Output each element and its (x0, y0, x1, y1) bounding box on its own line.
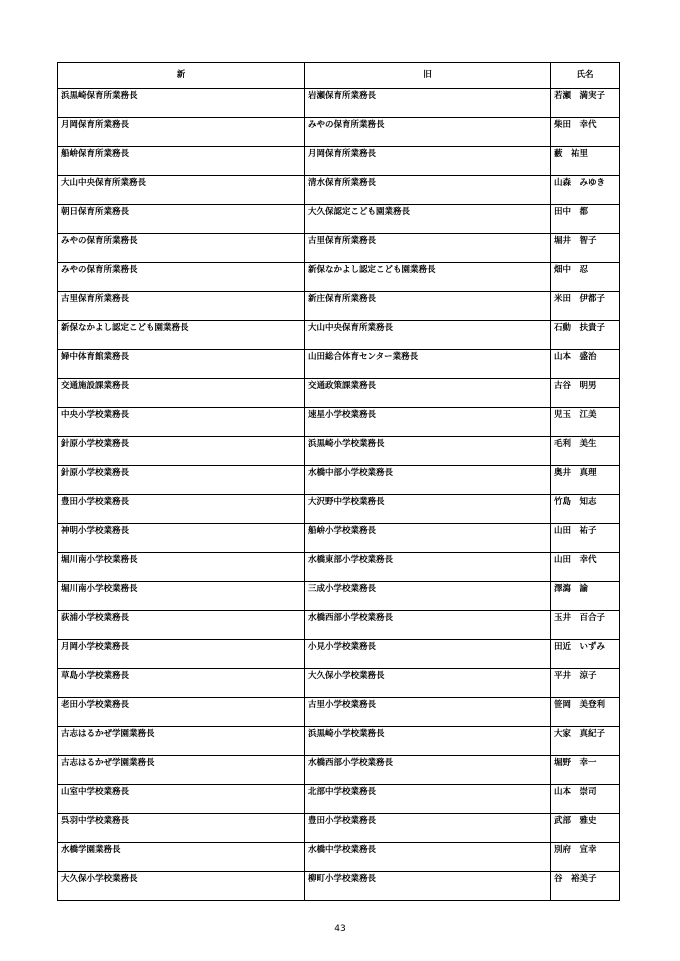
table-header-row (58, 63, 620, 89)
cell-new-position: 婦中体育館業務長 (58, 350, 305, 379)
cell-new-position: 浜黒崎保育所業務長 (58, 89, 305, 118)
table-row (58, 785, 620, 814)
cell-name: 石動 扶貴子 (551, 321, 620, 350)
table-row (58, 872, 620, 901)
table-row (58, 814, 620, 843)
cell-name: 山本 盛治 (551, 350, 620, 379)
cell-old-position: 古里保育所業務長 (305, 234, 551, 263)
cell-new-position: 月岡小学校業務長 (58, 640, 305, 669)
cell-old-position: 水橋西部小学校業務長 (305, 611, 551, 640)
cell-name: 藪 祐里 (551, 147, 620, 176)
cell-new-position: 船峅保育所業務長 (58, 147, 305, 176)
cell-new-position: 古志はるかぜ学園業務長 (58, 756, 305, 785)
cell-name: 玉井 百合子 (551, 611, 620, 640)
cell-old-position: 大久保小学校業務長 (305, 669, 551, 698)
table-row (58, 118, 620, 147)
cell-name: 山本 崇司 (551, 785, 620, 814)
table-row (58, 292, 620, 321)
cell-name: 古谷 明男 (551, 379, 620, 408)
table-row (58, 524, 620, 553)
table-row (58, 234, 620, 263)
cell-old-position: 新保なかよし認定こども園業務長 (305, 263, 551, 292)
cell-name: 平井 涼子 (551, 669, 620, 698)
cell-name: 澤瀉 諭 (551, 582, 620, 611)
cell-old-position: 水橋中部小学校業務長 (305, 466, 551, 495)
cell-name: 笹岡 美登利 (551, 698, 620, 727)
cell-new-position: 草島小学校業務長 (58, 669, 305, 698)
cell-name: 山田 幸代 (551, 553, 620, 582)
table-row (58, 408, 620, 437)
cell-name: 武部 雅史 (551, 814, 620, 843)
cell-old-position: 小見小学校業務長 (305, 640, 551, 669)
cell-name: 米田 伊都子 (551, 292, 620, 321)
cell-name: 別府 宣幸 (551, 843, 620, 872)
personnel-table (57, 62, 620, 901)
table-row (58, 379, 620, 408)
cell-new-position: みやの保育所業務長 (58, 263, 305, 292)
cell-old-position: 速星小学校業務長 (305, 408, 551, 437)
cell-old-position: 交通政策課業務長 (305, 379, 551, 408)
cell-new-position: 神明小学校業務長 (58, 524, 305, 553)
cell-new-position: 中央小学校業務長 (58, 408, 305, 437)
cell-new-position: 新保なかよし認定こども園業務長 (58, 321, 305, 350)
header-name: 氏名 (551, 63, 620, 89)
cell-name: 大家 真紀子 (551, 727, 620, 756)
cell-old-position: 大沢野中学校業務長 (305, 495, 551, 524)
table-row (58, 698, 620, 727)
cell-name: 山田 祐子 (551, 524, 620, 553)
cell-new-position: 水橋学園業務長 (58, 843, 305, 872)
cell-new-position: みやの保育所業務長 (58, 234, 305, 263)
cell-old-position: 大久保認定こども園業務長 (305, 205, 551, 234)
header-old: 旧 (305, 63, 551, 89)
cell-new-position: 荻浦小学校業務長 (58, 611, 305, 640)
cell-new-position: 堀川南小学校業務長 (58, 582, 305, 611)
table-row (58, 176, 620, 205)
page-number: 43 (334, 924, 346, 934)
cell-name: 山森 みゆき (551, 176, 620, 205)
cell-old-position: 岩瀬保育所業務長 (305, 89, 551, 118)
cell-old-position: 水橋中学校業務長 (305, 843, 551, 872)
cell-old-position: 清水保育所業務長 (305, 176, 551, 205)
cell-new-position: 古里保育所業務長 (58, 292, 305, 321)
cell-name: 畑中 忍 (551, 263, 620, 292)
cell-new-position: 針原小学校業務長 (58, 466, 305, 495)
table-row (58, 727, 620, 756)
cell-old-position: みやの保育所業務長 (305, 118, 551, 147)
table-row (58, 466, 620, 495)
cell-new-position: 古志はるかぜ学園業務長 (58, 727, 305, 756)
table-row (58, 553, 620, 582)
cell-name: 堀野 幸一 (551, 756, 620, 785)
cell-name: 柴田 幸代 (551, 118, 620, 147)
cell-new-position: 呉羽中学校業務長 (58, 814, 305, 843)
table-row (58, 756, 620, 785)
cell-old-position: 古里小学校業務長 (305, 698, 551, 727)
cell-new-position: 山室中学校業務長 (58, 785, 305, 814)
cell-old-position: 船峅小学校業務長 (305, 524, 551, 553)
cell-name: 竹島 知志 (551, 495, 620, 524)
cell-old-position: 浜黒崎小学校業務長 (305, 727, 551, 756)
cell-new-position: 大久保小学校業務長 (58, 872, 305, 901)
table-row (58, 89, 620, 118)
cell-name: 児玉 江美 (551, 408, 620, 437)
cell-new-position: 針原小学校業務長 (58, 437, 305, 466)
table-row (58, 147, 620, 176)
table-row (58, 669, 620, 698)
table-row (58, 321, 620, 350)
table-row (58, 263, 620, 292)
table-row (58, 611, 620, 640)
cell-old-position: 豊田小学校業務長 (305, 814, 551, 843)
cell-new-position: 交通施設課業務長 (58, 379, 305, 408)
cell-old-position: 新庄保育所業務長 (305, 292, 551, 321)
table-row (58, 495, 620, 524)
cell-new-position: 堀川南小学校業務長 (58, 553, 305, 582)
header-new: 新 (58, 63, 305, 89)
cell-new-position: 大山中央保育所業務長 (58, 176, 305, 205)
table-row (58, 843, 620, 872)
cell-new-position: 月岡保育所業務長 (58, 118, 305, 147)
cell-old-position: 北部中学校業務長 (305, 785, 551, 814)
cell-new-position: 朝日保育所業務長 (58, 205, 305, 234)
cell-name: 田中 都 (551, 205, 620, 234)
cell-name: 毛利 美生 (551, 437, 620, 466)
cell-old-position: 柳町小学校業務長 (305, 872, 551, 901)
cell-name: 若瀬 満実子 (551, 89, 620, 118)
cell-old-position: 大山中央保育所業務長 (305, 321, 551, 350)
table-row (58, 437, 620, 466)
cell-old-position: 水橋東部小学校業務長 (305, 553, 551, 582)
cell-new-position: 老田小学校業務長 (58, 698, 305, 727)
cell-old-position: 三成小学校業務長 (305, 582, 551, 611)
cell-name: 谷 裕美子 (551, 872, 620, 901)
cell-old-position: 浜黒崎小学校業務長 (305, 437, 551, 466)
cell-name: 田近 いずみ (551, 640, 620, 669)
table-row (58, 350, 620, 379)
table-row (58, 205, 620, 234)
table-row (58, 582, 620, 611)
cell-old-position: 月岡保育所業務長 (305, 147, 551, 176)
cell-name: 堀井 智子 (551, 234, 620, 263)
cell-new-position: 豊田小学校業務長 (58, 495, 305, 524)
table-row (58, 640, 620, 669)
cell-name: 奥井 真理 (551, 466, 620, 495)
cell-old-position: 水橋西部小学校業務長 (305, 756, 551, 785)
cell-old-position: 山田総合体育センター業務長 (305, 350, 551, 379)
